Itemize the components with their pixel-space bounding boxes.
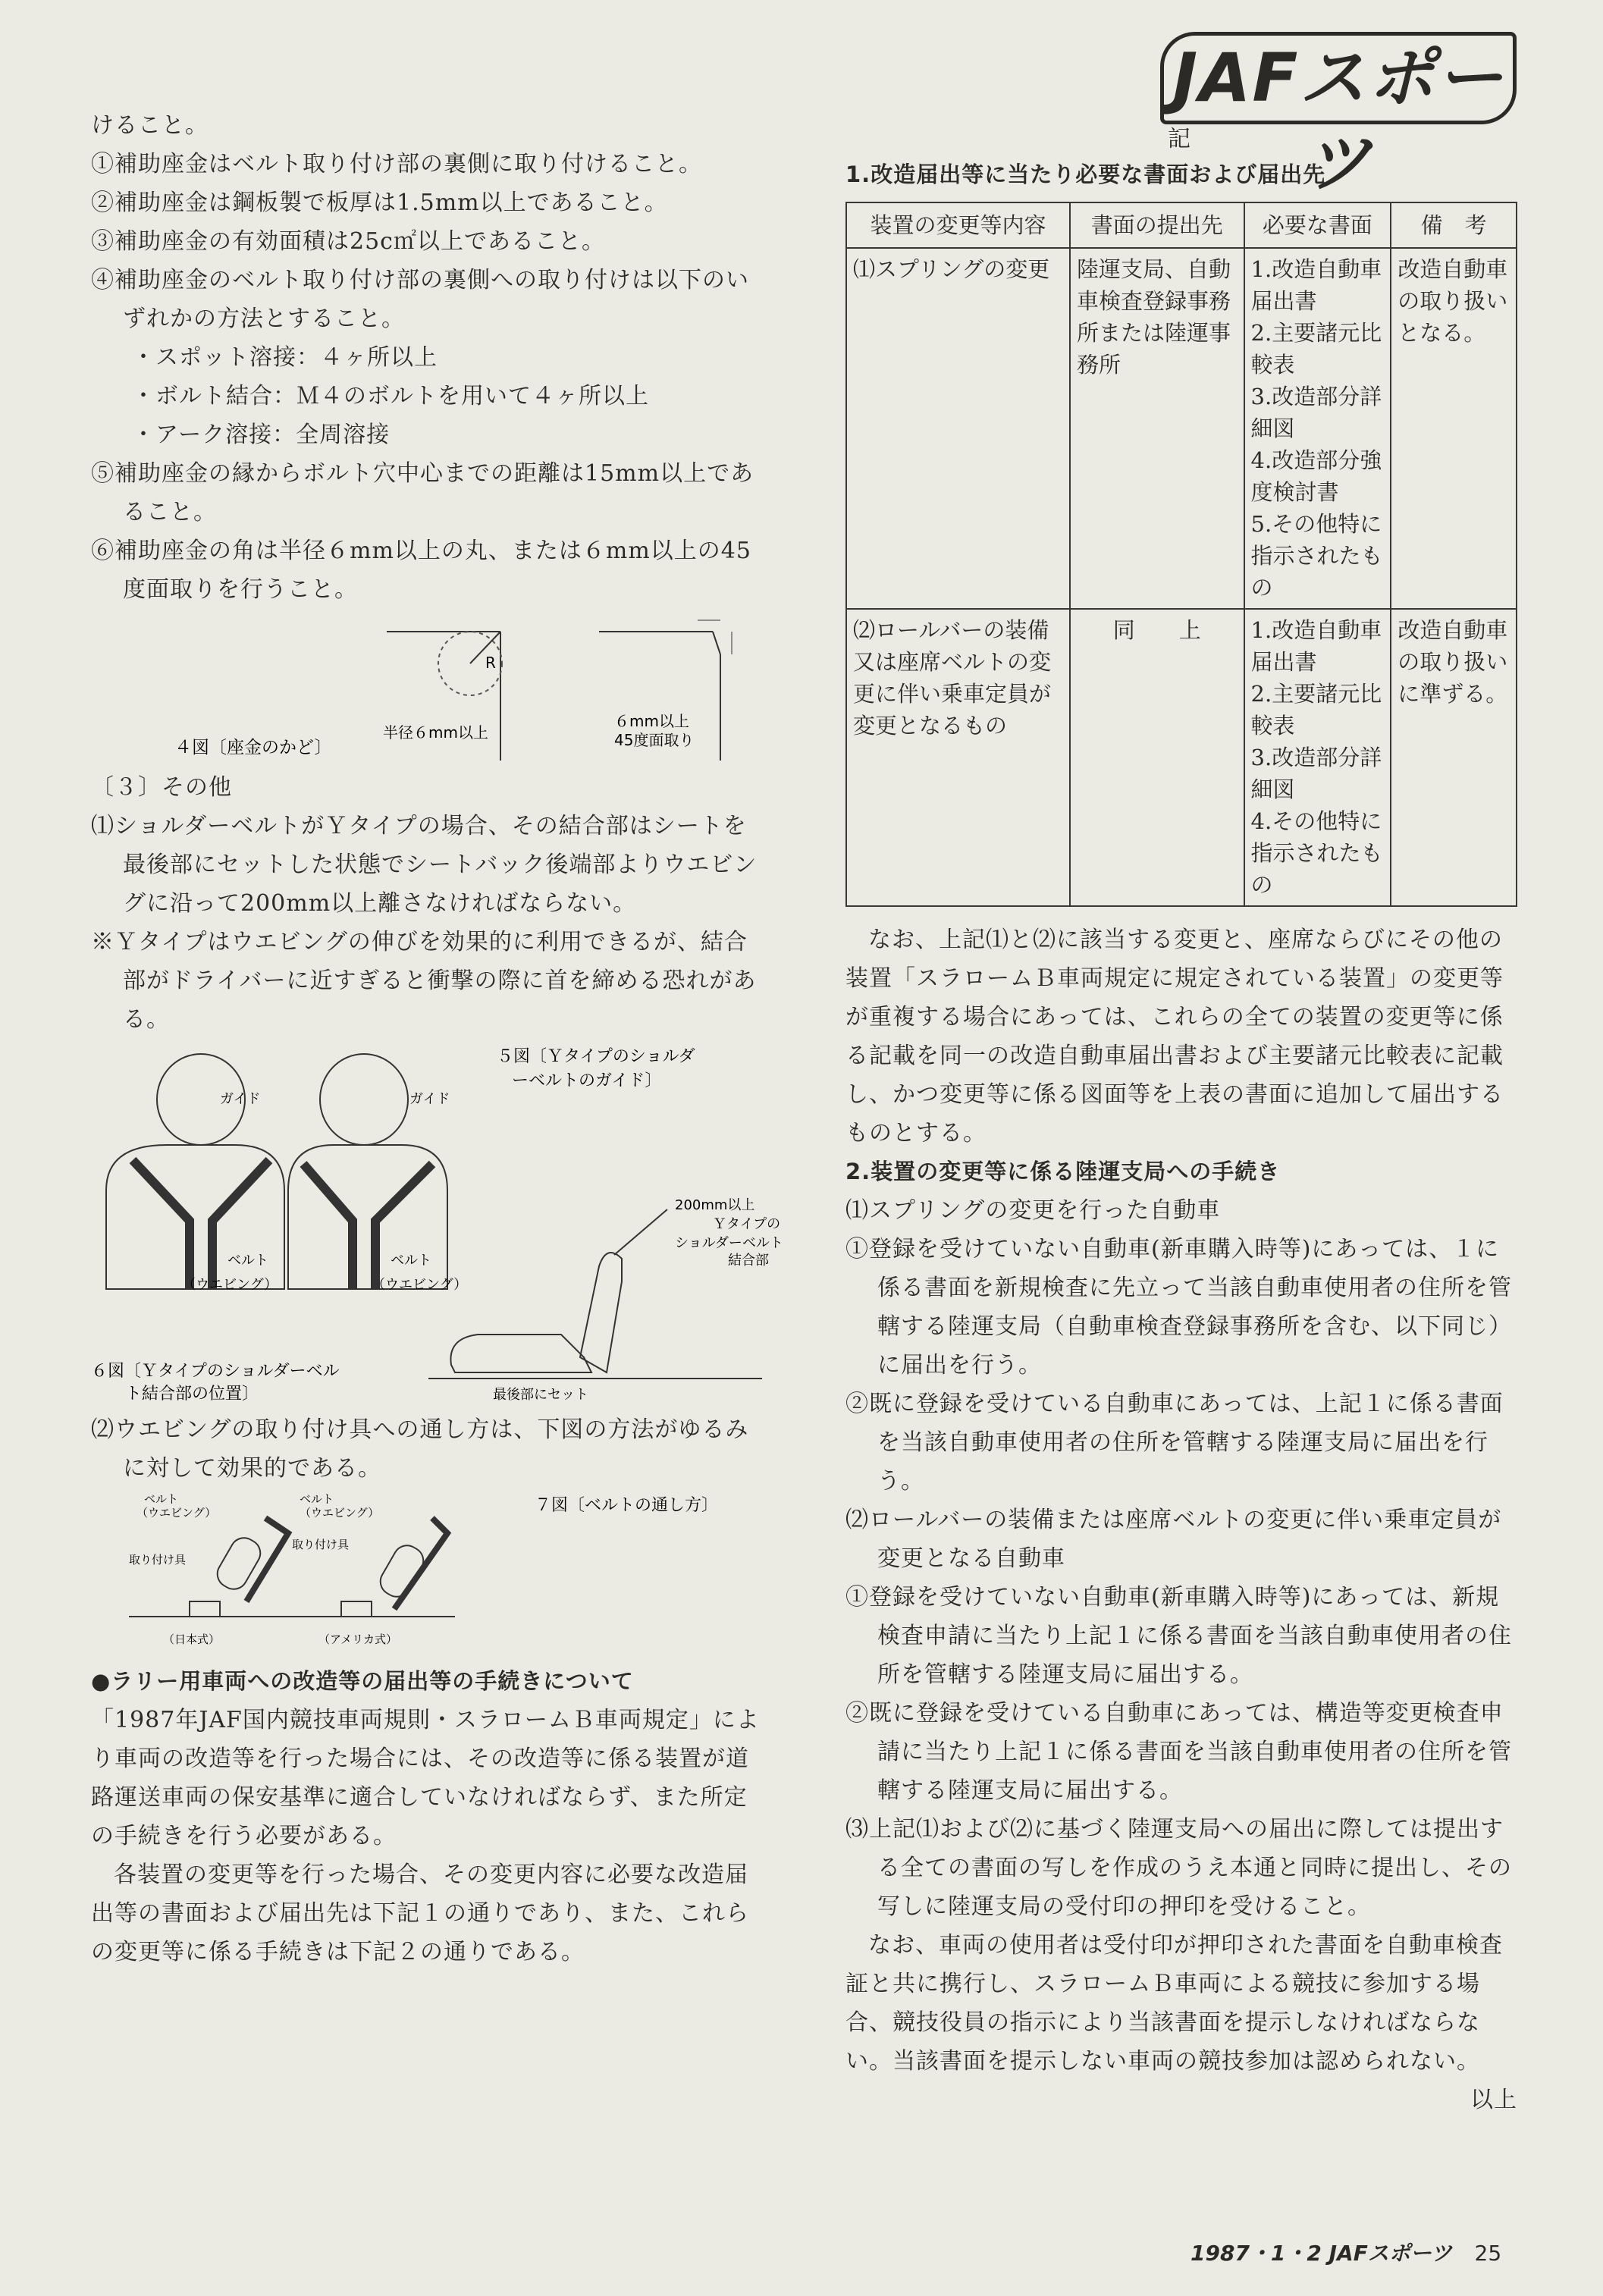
chamfer-label-1: ６mm以上 (614, 712, 689, 730)
figure-6-caption-1: ６図〔Ｙタイプのショルダーベル (91, 1362, 340, 1381)
belt-label: ベルト (300, 1492, 334, 1506)
table-cell: 改造自動車の取り扱いとなる。 (1391, 248, 1517, 609)
issue-label: 1987・1・2 JAFスポーツ (1190, 2241, 1452, 2266)
chamfer-label-2: 45度面取り (614, 731, 695, 749)
fitting-label: 取り付け具 (129, 1553, 187, 1567)
figure-5-6 (91, 1039, 783, 1410)
figure-7 (91, 1488, 766, 1662)
method-item: ・スポット溶接：４ヶ所以上 (132, 344, 438, 371)
webbing-label: （ウエビング） (136, 1506, 217, 1520)
section-3-heading: 〔３〕その他 (91, 774, 232, 801)
closing-mark: 以上 (1470, 2087, 1517, 2113)
table-cell: ⑵ロールバーの装備又は座席ベルトの変更に伴い乗車定員が変更となるもの (846, 609, 1070, 906)
left-column (91, 106, 783, 1971)
body-paragraph: なお、上記⑴と⑵に該当する変更と、座席ならびにその他の装置「スラロームＢ車両規定に規定されている装置」の変更等が重複する場合にあっては、これらの全ての装置の変更等に係る記載を同一の改造自動車届出書および主要諸元比較表に記載し、かつ変更等に係る図面等を上表の書面に追加して届出するものとする。 (845, 927, 1504, 1146)
radius-caption: 半径６mm以上 (383, 723, 488, 742)
table-cell: 1.改造自動車届出書 2.主要諸元比較表 3.改造部分詳細図 4.改造部分強度検討書 5.その他特に指示されたもの (1244, 248, 1391, 609)
y-type-belt-diagram (91, 1039, 783, 1410)
ytype-label-1: Ｙタイプの (713, 1216, 781, 1232)
webbing-label: （ウエビング） (372, 1277, 468, 1293)
jaf-sports-logo: JAFスポーツ (1160, 32, 1517, 124)
page-number: 25 (1474, 2241, 1502, 2266)
section-2-heading: 2.装置の変更等に係る陸運支局への手続き (845, 1159, 1281, 1184)
webbing-label: （ウエビング） (300, 1506, 380, 1520)
note: ※Ｙタイプはウエビングの伸びを効果的に利用できるが、結合部がドライバーに近すぎると衝撃の際に首を締める恐れがある。 (91, 929, 757, 1033)
right-column (845, 155, 1517, 2119)
webbing-label: （ウエビング） (182, 1277, 278, 1293)
list-item: ⑴ショルダーベルトがＹタイプの場合、その結合部はシートを最後部にセットした状態でシートバック後端部よりウエビングに沿って200mm以上離さなければならない。 (91, 813, 758, 917)
table-header: 装置の変更等内容 (846, 202, 1070, 248)
method-item: ・ボルト結合：Ｍ４のボルトを用いて４ヶ所以上 (132, 383, 649, 409)
table-cell: 1.改造自動車届出書 2.主要諸元比較表 3.改造部分詳細図 4.その他特に指示されたもの (1244, 609, 1391, 906)
fitting-label: 取り付け具 (292, 1538, 350, 1551)
rear-position-label: 最後部にセット (493, 1387, 588, 1403)
table-cell: 陸運支局、自動車検査登録事務所または陸運事務所 (1070, 248, 1244, 609)
sub-heading: ⑴スプリングの変更を行った自動車 (845, 1197, 1221, 1224)
requirements-table (845, 202, 1517, 907)
belt-label: ベルト (391, 1253, 431, 1269)
continued-text: けること。 (91, 112, 209, 139)
list-item: ⑤補助座金の縁からボルト穴中心までの距離は15mm以上であること。 (91, 460, 754, 525)
page-footer (1190, 2237, 1501, 2267)
table-cell: ⑴スプリングの変更 (846, 248, 1070, 609)
american-style-label: （アメリカ式） (318, 1633, 397, 1646)
table-row (846, 248, 1517, 609)
list-item: ⑶上記⑴および⑵に基づく陸運支局への届出に際しては提出する全ての書面の写しを作成のうえ本通と同時に提出し、その写しに陸運支局の受付印の押印を受けること。 (845, 1816, 1512, 1920)
washer-corner-diagram (91, 609, 766, 768)
list-item: ②既に登録を受けている自動車にあっては、構造等変更検査申請に当たり上記１に係る書面を当該自動車使用者の住所を管轄する陸運支局に届出する。 (845, 1700, 1512, 1804)
belt-routing-diagram (91, 1488, 766, 1662)
table-header: 書面の提出先 (1070, 202, 1244, 248)
belt-label: ベルト (227, 1253, 268, 1269)
list-item: ①補助座金はベルト取り付け部の裏側に取り付けること。 (91, 151, 702, 177)
radius-label: R (485, 654, 496, 672)
figure-4-caption: ４図〔座金のかど〕 (174, 738, 332, 757)
japanese-style-label: （日本式） (163, 1633, 221, 1646)
ki-mark: 記 (1168, 126, 1190, 152)
list-item: ⑥補助座金の角は半径６mm以上の丸、または６mm以上の45度面取りを行うこと。 (91, 538, 751, 603)
figure-5-caption-2: ーベルトのガイド〕 (512, 1071, 662, 1090)
table-cell: 改造自動車の取り扱いに準ずる。 (1391, 609, 1517, 906)
belt-label: ベルト (144, 1492, 179, 1506)
list-item: ①登録を受けていない自動車(新車購入時等)にあっては、新規検査申請に当たり上記１に係る書面を当該自動車使用者の住所を管轄する陸運支局に届出する。 (845, 1584, 1512, 1688)
rally-heading: ●ラリー用車両への改造等の届出等の手続きについて (91, 1668, 634, 1694)
sub-heading: ⑵ロールバーの装備または座席ベルトの変更に伴い乗車定員が変更となる自動車 (845, 1507, 1502, 1572)
table-header: 必要な書面 (1244, 202, 1391, 248)
list-item: ①登録を受けていない自動車(新車購入時等)にあっては、１に係る書面を新規検査に先立って当該自動車使用者の住所を管轄する陸運支局（自動車検査登録事務所を含む、以下同じ）に届出を行う。 (845, 1236, 1512, 1379)
body-paragraph: なお、車両の使用者は受付印が押印された書面を自動車検査証と共に携行し、スラロームＢ車両による競技に参加する場合、競技役員の指示により当該書面を提示しなければならない。当該書面を提示しない車両の競技参加は認められない。 (845, 1932, 1503, 2075)
list-item: ④補助座金のベルト取り付け部の裏側への取り付けは以下のいずれかの方法とすること。 (91, 267, 749, 332)
method-item: ・アーク溶接：全周溶接 (132, 422, 391, 448)
list-item: ③補助座金の有効面積は25c㎡以上であること。 (91, 228, 605, 255)
table-row (846, 609, 1517, 906)
list-item: ②補助座金は鋼板製で板厚は1.5mm以上であること。 (91, 190, 668, 216)
ytype-label-3: 結合部 (728, 1253, 769, 1269)
body-paragraph: 「1987年JAF国内競技車両規則・スラロームＢ車両規定」により車両の改造等を行った場合には、その改造等に係る装置が道路運送車両の保安基準に適合していなければならず、また所定の手続きを行う必要がある。 (91, 1707, 760, 1849)
figure-6-caption-2: ト結合部の位置〕 (125, 1385, 259, 1404)
figure-4 (91, 609, 766, 768)
distance-label: 200mm以上 (675, 1197, 755, 1213)
figure-7-caption: ７図〔ベルトの通し方〕 (535, 1496, 719, 1515)
list-item: ②既に登録を受けている自動車にあっては、上記１に係る書面を当該自動車使用者の住所を管轄する陸運支局に届出を行う。 (845, 1391, 1504, 1495)
table-header: 備 考 (1391, 202, 1517, 248)
guide-label: ガイド (220, 1091, 261, 1107)
figure-5-caption-1: ５図〔Ｙタイプのショルダ (497, 1047, 695, 1066)
body-paragraph: 各装置の変更等を行った場合、その変更内容に必要な改造届出等の書面および届出先は下記１の通りであり、また、これらの変更等に係る手続きは下記２の通りである。 (91, 1862, 749, 1965)
guide-label: ガイド (409, 1091, 450, 1107)
list-item: ⑵ウエビングの取り付け具への通し方は、下図の方法がゆるみに対して効果的である。 (91, 1416, 749, 1482)
ytype-label-2: ショルダーベルト (675, 1235, 783, 1251)
table-cell: 同 上 (1070, 609, 1244, 906)
section-1-heading: 1.改造届出等に当たり必要な書面および届出先 (845, 162, 1326, 187)
